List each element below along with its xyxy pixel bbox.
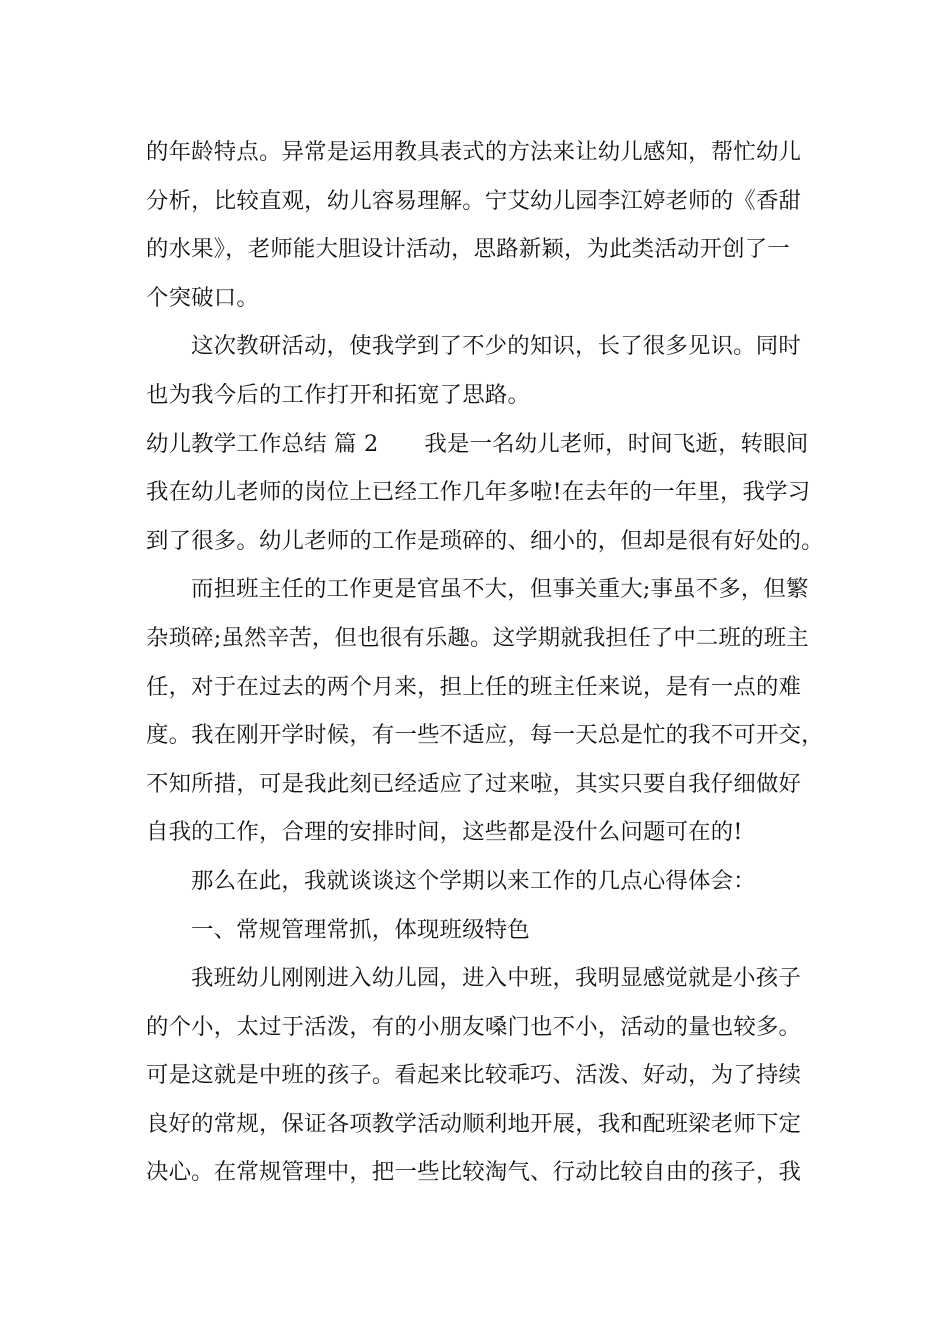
text-line: 这次教研活动，使我学到了不少的知识，长了很多见识。同时: [191, 333, 801, 360]
text-line: 度。我在刚开学时候，有一些不适应，每一天总是忙的我不可开交，: [146, 722, 824, 749]
text-line: 而担班主任的工作更是官虽不大，但事关重大;事虽不多，但繁: [191, 576, 809, 603]
text-line: 的年龄特点。异常是运用教具表式的方法来让幼儿感知，帮忙幼儿: [146, 139, 802, 165]
text-line: 良好的常规，保证各项教学活动顺利地开展，我和配班梁老师下定: [146, 1110, 802, 1137]
section-heading-line: [146, 420, 826, 469]
section-heading: 幼儿教学工作总结 篇 2: [146, 430, 379, 457]
text-line: 我是一名幼儿老师，时间飞逝，转眼间: [424, 430, 809, 457]
text-line: 那么在此，我就谈谈这个学期以来工作的几点心得体会：: [191, 867, 756, 894]
text-line: 决心。在常规管理中，把一些比较淘气、行动比较自由的孩子，我: [146, 1159, 802, 1186]
text-line: 任，对于在过去的两个月来，担上任的班主任来说，是有一点的难: [146, 673, 802, 700]
text-line: 我在幼儿老师的岗位上已经工作几年多啦!在去年的一年里，我学习: [146, 479, 811, 506]
text-line: 的个小，太过于活泼，有的小朋友嗓门也不小，活动的量也较多。: [146, 1013, 802, 1040]
text-line: 分析，比较直观，幼儿容易理解。宁艾幼儿园李江婷老师的《香甜: [146, 187, 802, 214]
subheading-line: 一、常规管理常抓，体现班级特色: [191, 916, 530, 943]
text-line: 我班幼儿刚刚进入幼儿园，进入中班，我明显感觉就是小孩子: [191, 965, 801, 992]
text-line: 也为我今后的工作打开和拓宽了思路。: [146, 381, 531, 408]
text-line: 到了很多。幼儿老师的工作是琐碎的、细小的，但却是很有好处的。: [146, 527, 824, 554]
text-line: 可是这就是中班的孩子。看起来比较乖巧、活泼、好动，为了持续: [146, 1062, 802, 1089]
text-line: 的水果》，老师能大胆设计活动，思路新颖，为此类活动开创了一: [146, 236, 790, 263]
text-line: 个突破口。: [146, 284, 259, 311]
document-body: [146, 128, 826, 1197]
text-line: 自我的工作，合理的安排时间，这些都是没什么问题可在的!: [146, 819, 743, 846]
text-line: 不知所措，可是我此刻已经适应了过来啦，其实只要自我仔细做好: [146, 770, 802, 797]
text-line: 杂琐碎;虽然辛苦，但也很有乐趣。这学期就我担任了中二班的班主: [146, 624, 809, 651]
